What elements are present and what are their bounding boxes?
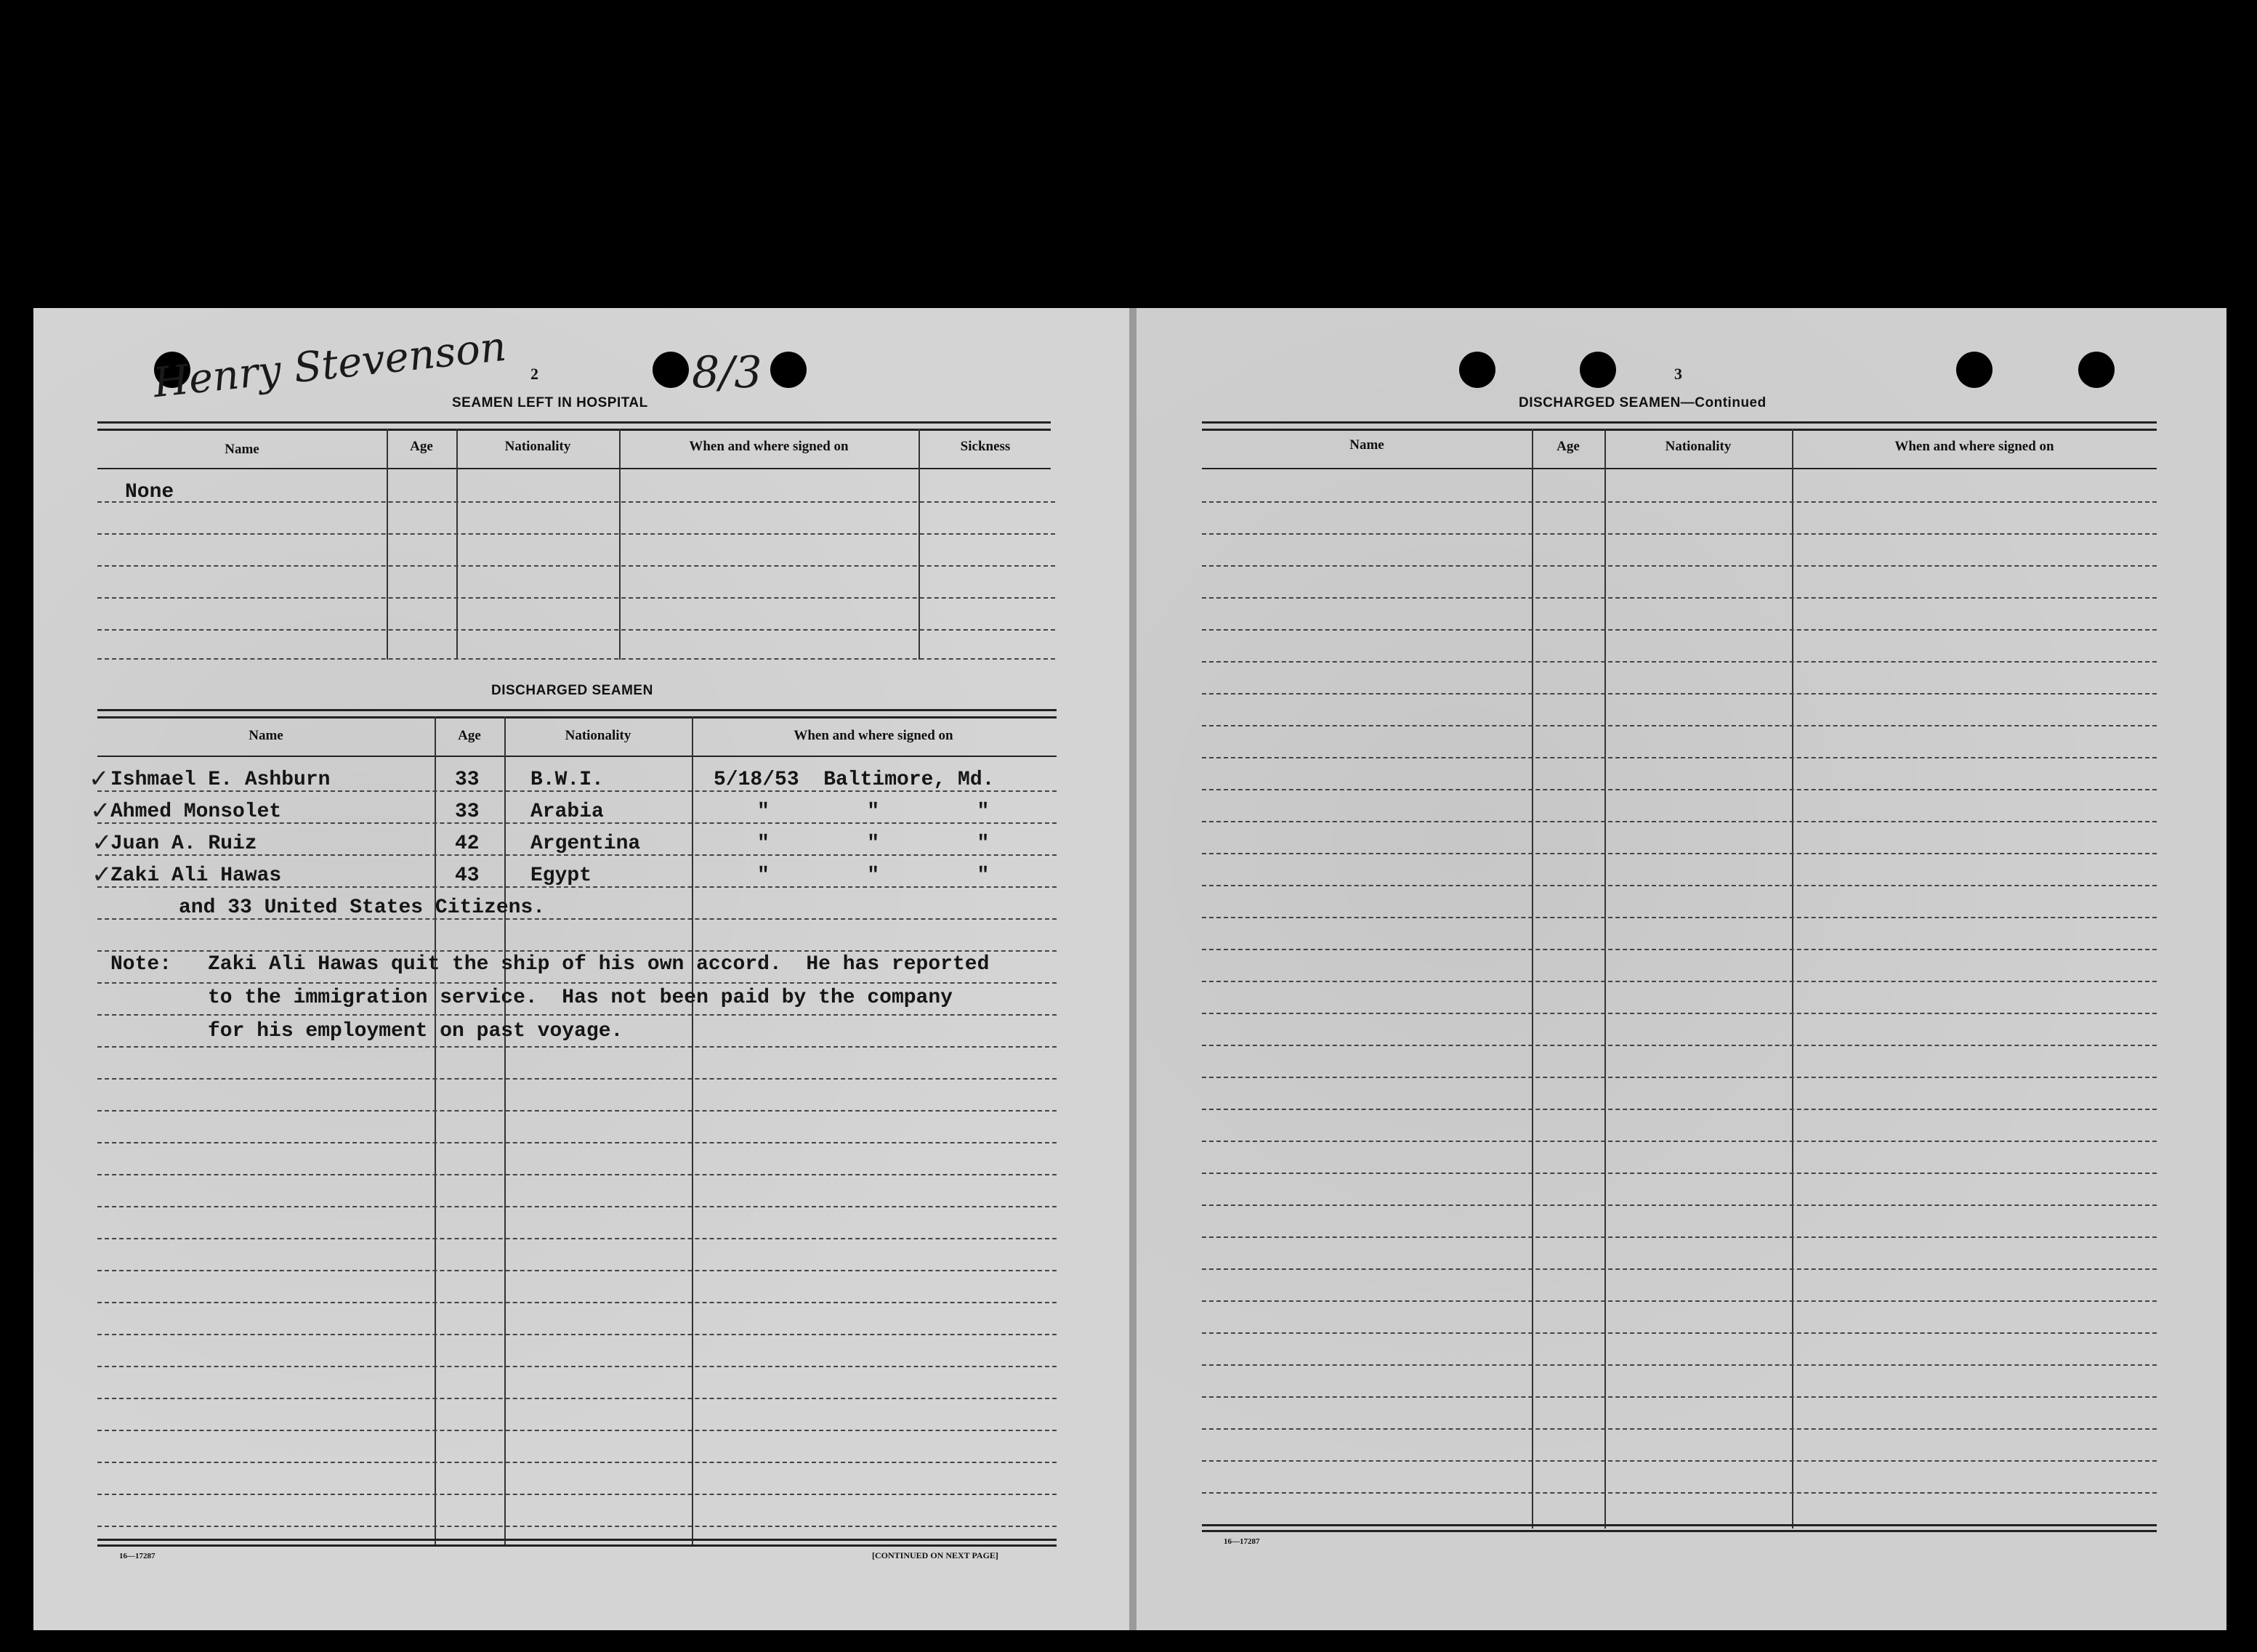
punch-hole [653,352,689,388]
table-bottom-rule [1202,1530,2157,1532]
row-rule [1202,757,2157,758]
column-divider [387,429,388,660]
row-rule [1202,1300,2157,1302]
table-top-rule [1202,421,2157,424]
seaman-name: Ishmael E. Ashburn [110,769,331,791]
column-divider [435,716,436,1544]
hospital-entry: None [125,481,174,503]
check-mark: ✓ [90,796,111,825]
table-bottom-rule [97,1544,1057,1547]
row-rule [97,533,1055,535]
col-header-signed-on: When and where signed on [689,439,849,454]
check-mark: ✓ [92,828,113,857]
row-rule [97,1046,1057,1048]
page-number: 3 [1674,365,1682,383]
col-header-nationality: Nationality [565,728,631,743]
row-rule [97,1206,1057,1207]
row-rule [1202,597,2157,599]
table-top-rule [97,429,1051,431]
discharged-title: DISCHARGED SEAMEN [491,683,653,698]
col-header-name: Name [1349,437,1384,453]
row-rule [1202,1013,2157,1014]
col-header-nationality: Nationality [1665,439,1732,454]
row-rule [97,597,1055,599]
header-divider [1202,468,2157,469]
row-rule [97,1142,1057,1143]
col-header-sickness: Sickness [960,439,1011,454]
row-rule [1202,1109,2157,1110]
row-rule [97,1270,1057,1271]
check-mark: ✓ [89,764,110,793]
column-divider [1532,429,1533,1528]
row-rule [97,501,1055,503]
row-rule [1202,1077,2157,1078]
seaman-name: Juan A. Ruiz [110,833,257,855]
handwritten-signature: Henry Stevenson [150,323,509,408]
row-rule [1202,1045,2157,1046]
hospital-title: SEAMEN LEFT IN HOSPITAL [452,395,648,410]
row-rule [97,1014,1057,1016]
row-rule [1202,917,2157,918]
row-rule [1202,1268,2157,1270]
seaman-age: 42 [455,833,480,855]
header-divider [97,756,1057,757]
page-number: 2 [530,365,538,383]
seaman-age: 33 [455,801,480,823]
row-rule [1202,885,2157,886]
row-rule [1202,1236,2157,1238]
check-mark: ✓ [92,860,113,889]
row-rule [97,1462,1057,1463]
note-line: for his employment on past voyage. [208,1020,623,1042]
handwritten-mark: 8/3 [692,347,762,398]
col-header-age: Age [1557,439,1580,454]
row-rule [1202,1492,2157,1494]
seaman-signed-on: " " " [757,833,990,855]
column-divider [504,716,506,1544]
punch-hole [1956,352,1992,388]
seaman-nationality: B.W.I. [530,769,604,791]
table-top-rule [97,421,1051,424]
row-rule [1202,1428,2157,1430]
col-header-nationality: Nationality [504,439,571,454]
summary-line: and 33 United States Citizens. [179,896,546,919]
row-rule [1202,661,2157,663]
row-rule [97,1366,1057,1367]
row-rule [1202,853,2157,854]
note-line: to the immigration service. Has not been paid by the company [208,987,953,1009]
col-header-age: Age [410,439,433,454]
row-rule [97,629,1055,631]
right-page [1136,308,2226,1630]
row-rule [97,1302,1057,1303]
column-divider [1792,429,1793,1528]
seaman-signed-on: " " " [757,801,990,823]
row-rule [97,1526,1057,1527]
col-header-name: Name [225,442,259,457]
punch-hole [2078,352,2115,388]
column-divider [456,429,458,660]
table-bottom-rule [97,1539,1057,1541]
seaman-nationality: Argentina [530,833,641,855]
column-divider [918,429,920,660]
col-header-age: Age [458,728,481,743]
table-bottom-rule [1202,1524,2157,1526]
row-rule [1202,1396,2157,1398]
row-rule [97,1430,1057,1431]
punch-hole [770,352,807,388]
seaman-nationality: Arabia [530,801,604,823]
row-rule [97,658,1055,660]
row-rule [1202,981,2157,982]
seaman-name: Ahmed Monsolet [110,801,282,823]
row-rule [97,1078,1057,1080]
row-rule [1202,1364,2157,1366]
discharged-continued-title: DISCHARGED SEAMEN—Continued [1519,395,1767,410]
row-rule [1202,629,2157,631]
form-number: 16—17287 [119,1552,156,1560]
seaman-name: Zaki Ali Hawas [110,865,282,887]
row-rule [97,950,1057,952]
column-divider [619,429,621,660]
row-rule [1202,693,2157,695]
table-top-rule [97,716,1057,718]
col-header-signed-on: When and where signed on [794,728,953,743]
row-rule [1202,949,2157,950]
row-rule [1202,533,2157,535]
row-rule [1202,1204,2157,1206]
seaman-age: 33 [455,769,480,791]
seaman-nationality: Egypt [530,865,592,887]
col-header-signed-on: When and where signed on [1894,439,2054,454]
row-rule [97,1334,1057,1335]
row-rule [1202,1141,2157,1142]
row-rule [1202,1460,2157,1462]
row-rule [97,565,1055,567]
row-rule [1202,565,2157,567]
row-rule [97,982,1057,984]
row-rule [97,1174,1057,1175]
row-rule [1202,725,2157,726]
punch-hole [1459,352,1495,388]
note-line: Zaki Ali Hawas quit the ship of his own accord. He has reported [208,953,990,976]
table-top-rule [97,709,1057,711]
seaman-age: 43 [455,865,480,887]
column-divider [692,716,693,1544]
col-header-name: Name [249,728,283,743]
header-divider [97,468,1051,469]
seaman-signed-on: 5/18/53 Baltimore, Md. [714,769,995,791]
row-rule [1202,1173,2157,1174]
form-number: 16—17287 [1224,1537,1260,1546]
punch-hole [1580,352,1616,388]
page-fold [1129,308,1136,1630]
seaman-signed-on: " " " [757,865,990,887]
row-rule [1202,501,2157,503]
row-rule [97,1398,1057,1399]
row-rule [1202,1332,2157,1334]
continued-note: [CONTINUED ON NEXT PAGE] [872,1550,998,1560]
row-rule [97,1238,1057,1239]
note-label: Note: [110,953,172,976]
row-rule [1202,821,2157,822]
table-top-rule [1202,429,2157,431]
row-rule [97,1494,1057,1495]
row-rule [1202,789,2157,790]
column-divider [1604,429,1606,1528]
row-rule [97,1110,1057,1112]
